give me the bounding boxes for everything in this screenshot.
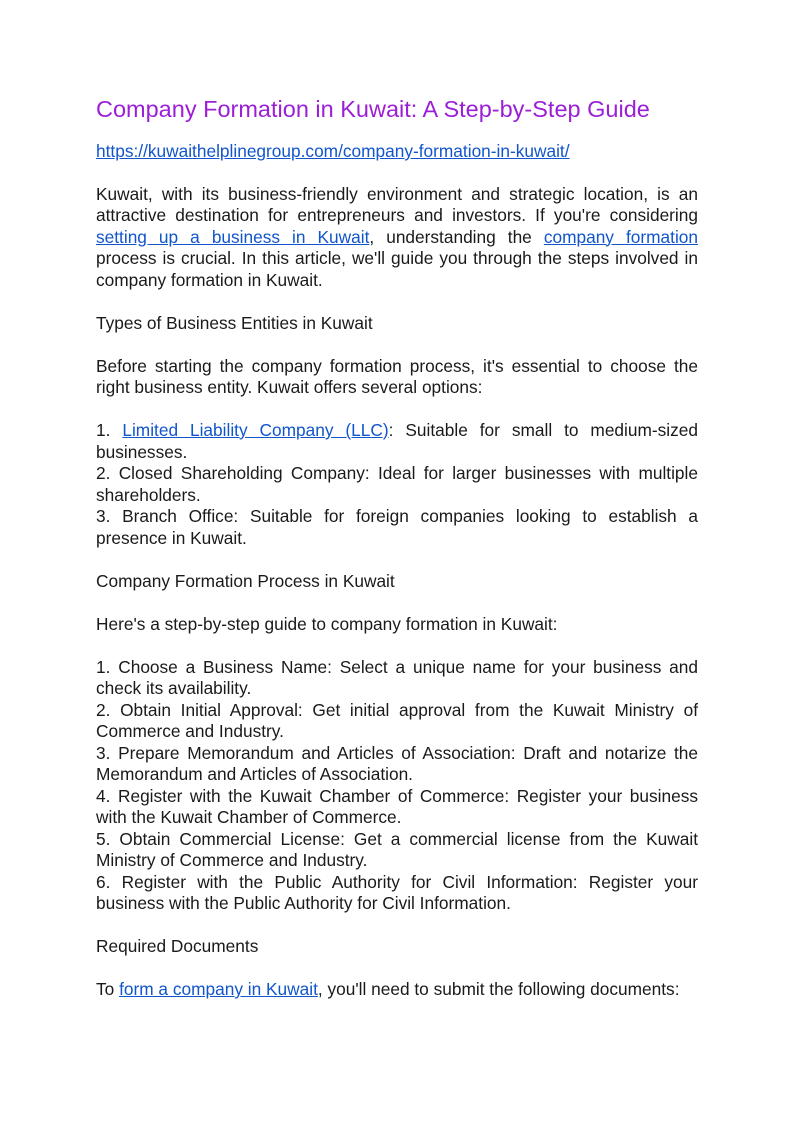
company-formation-link[interactable]: company formation <box>543 226 699 247</box>
step-item: 2. Obtain Initial Approval: Get initial approval from the Kuwait Ministry of Commerce and Industry. <box>96 699 698 741</box>
document-page <box>96 94 698 1001</box>
step-item: 5. Obtain Commercial License: Get a commercial license from the Kuwait Ministry of Commerce and Industry. <box>96 828 698 870</box>
source-url-link[interactable]: https://kuwaithelplinegroup.com/company-formation-in-kuwait/ <box>96 141 570 161</box>
section-heading-documents: Required Documents <box>96 936 259 956</box>
documents-lead-paragraph <box>96 979 698 1001</box>
intro-text-1: Kuwait, with its business-friendly environment and strategic location, is an attractive destination for entrepreneurs and investors. If you're considering <box>96 183 698 225</box>
section-heading-entities: Types of Business Entities in Kuwait <box>96 312 373 333</box>
section-heading-process: Company Formation Process in Kuwait <box>96 570 395 591</box>
page-title: Company Formation in Kuwait: A Step-by-Step Guide <box>96 96 650 122</box>
step-item: 6. Register with the Public Authority for Civil Information: Register your business with the Public Authority for Civil Information. <box>96 871 698 913</box>
list-item: 3. Branch Office: Suitable for foreign companies looking to establish a presence in Kuwait. <box>96 506 698 548</box>
documents-text-2: , you'll need to submit the following documents: <box>317 979 680 999</box>
setting-up-business-link[interactable]: setting up a business in Kuwait <box>96 226 370 247</box>
llc-link[interactable]: Limited Liability Company (LLC) <box>122 420 389 440</box>
list-item: 2. Closed Shareholding Company: Ideal for larger businesses with multiple shareholders. <box>96 463 698 505</box>
intro-paragraph <box>96 184 698 292</box>
documents-text-1: To <box>96 979 120 999</box>
step-item: 1. Choose a Business Name: Select a unique name for your business and check its availability. <box>96 656 698 698</box>
intro-text-3: process is crucial. In this article, we'll guide you through the steps involved in company formation in Kuwait. <box>96 248 698 290</box>
list-item <box>96 420 698 463</box>
list-item-text: : Suitable for small to medium-sized businesses. <box>96 420 698 462</box>
form-company-link[interactable]: form a company in Kuwait <box>119 979 318 999</box>
step-item: 3. Prepare Memorandum and Articles of Association: Draft and notarize the Memorandum and Articles of Association. <box>96 742 698 784</box>
process-lead-paragraph: Here's a step-by-step guide to company formation in Kuwait: <box>96 613 558 634</box>
intro-text-2: , understanding the <box>369 226 544 247</box>
entities-lead-paragraph: Before starting the company formation process, it's essential to choose the right business entity. Kuwait offers several options: <box>96 355 698 397</box>
list-item-number: 1. <box>96 420 123 440</box>
step-item: 4. Register with the Kuwait Chamber of Commerce: Register your business with the Kuwait Chamber of Commerce. <box>96 785 698 827</box>
